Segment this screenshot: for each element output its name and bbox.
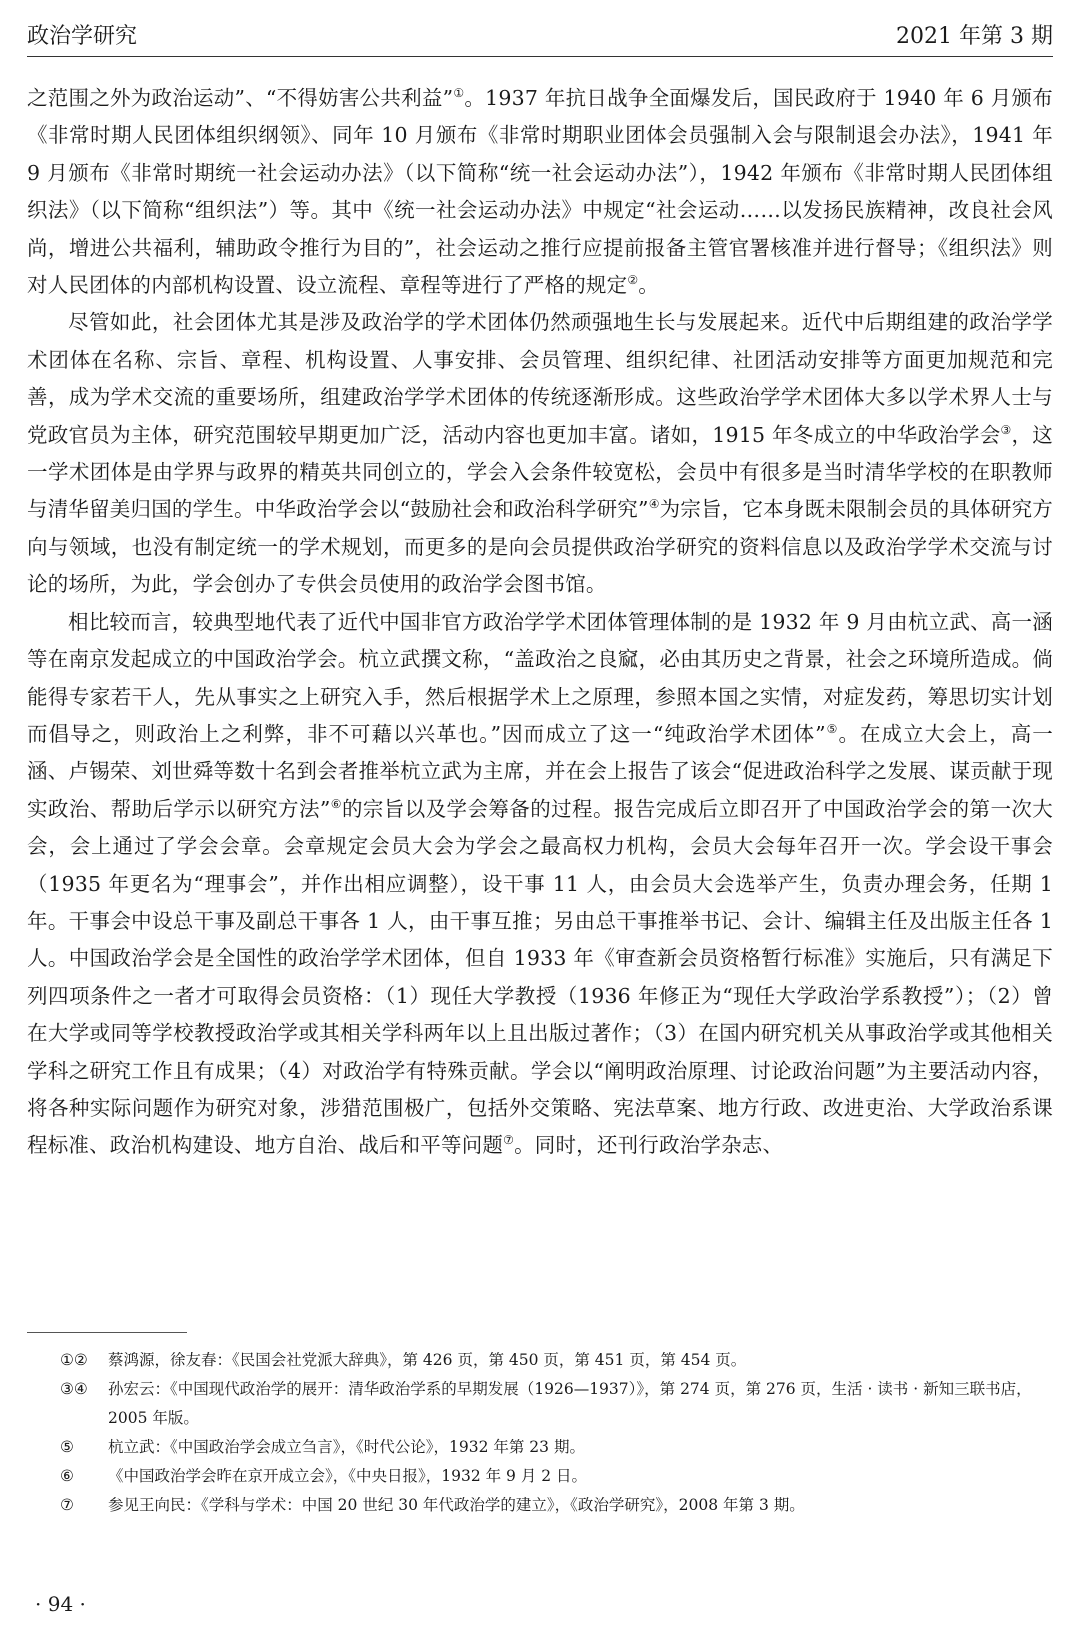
footnote-item — [60, 1433, 1053, 1462]
footnote-text: 孙宏云：《中国现代政治学的展开：清华政治学系的早期发展（1926—1937）》，第 274 页，第 276 页，生活 · 读书 · 新知三联书店，2005 年版。 — [108, 1380, 1032, 1427]
footnote-mark: ⑦ — [60, 1496, 74, 1514]
footnote-reference[interactable]: ④ — [648, 497, 660, 512]
footnote-text: 蔡鸿源，徐友春：《民国会社党派大辞典》，第 426 页，第 450 页，第 451 页，第 454 页。 — [108, 1351, 747, 1369]
footnote-item — [60, 1491, 1053, 1520]
body-paragraph — [27, 80, 1053, 304]
issue-info: 2021 年第 3 期 — [896, 23, 1053, 49]
paragraph-text: 相比较而言，较典型地代表了近代中国非官方政治学学术团体管理体制的是 1932 年 9 月由杭立武、高一涵等在南京发起成立的中国政治学会。杭立武撰文称，“盖政治之良窳，必由其历史之背景，社会之环境所造成。倘能得专家若干人，先从事实之上研究入手，然后根据学术上之原理，参照本国之实情，对症发药，筹思切实计划而倡导之，则政治上之利弊，非不可藉以兴革也。”因而成立了这一“纯政治学术团体” — [27, 609, 1053, 746]
paragraph-text: 。同时，还刊行政治学杂志、 — [514, 1133, 784, 1158]
footnote-item — [60, 1346, 1053, 1375]
footnote-text: 杭立武：《中国政治学会成立刍言》，《时代公论》，1932 年第 23 期。 — [108, 1438, 585, 1456]
paragraph-text: ，这一学术团体是由学界与政界的精英共同创立的，学会入会条件较宽松，会员中有很多是当时清华学校的在职教师与清华留美归国的学生。中华政治学会以“鼓励社会和政治科学研究” — [27, 422, 1053, 522]
running-header — [27, 14, 1053, 54]
footnote-reference[interactable]: ⑥ — [330, 796, 342, 811]
paragraph-text: 的宗旨以及学会筹备的过程。报告完成后立即召开了中国政治学会的第一次大会，会上通过了学会会章。会章规定会员大会为学会之最高权力机构，会员大会每年召开一次。学会设干事会（1935 年更名为“理事会”，并作出相应调整），设干事 11 人，由会员大会选举产生，负责办理会务，任期 1 年。干事会中设总干事及副总干事各 1 人，由干事互推；另由总干事推举书记、会计、编辑主任及出版主任各 1 人。中国政治学会是全国性的政治学学术团体，但自 1933 年《审查新会员资格暂行标准》实施后，只有满足下列四项条件之一者才可取得会员资格：（1）现任大学教授（1936 年修正为“现任大学政治学系教授”）；（2）曾在大学或同等学校教授政治学或其相关学科两年以上且出版过著作；（3）在国内研究机关从事政治学或其他相关学科之研究工作且有成果；（4）对政治学有特殊贡献。学会以“阐明政治原理、讨论政治问题”为主要活动内容，将各种实际问题作为研究对象，涉猎范围极广，包括外交策略、宪法草案、地方行政、改进吏治、大学政治系课程标准、政治机构建设、地方自治、战后和平等问题 — [27, 796, 1053, 1158]
footnote-divider — [27, 1332, 187, 1333]
footnote-reference[interactable]: ⑦ — [503, 1133, 515, 1148]
footnote-text: 《中国政治学会昨在京开成立会》，《中央日报》，1932 年 9 月 2 日。 — [108, 1467, 588, 1485]
footnote-mark: ⑥ — [60, 1467, 74, 1485]
footnote-reference[interactable]: ⑤ — [825, 722, 839, 737]
paragraph-text: 。 — [638, 273, 659, 298]
page-number: · 94 · — [35, 1592, 86, 1616]
footnote-mark: ③④ — [60, 1380, 88, 1398]
footnote-text: 参见王向民：《学科与学术：中国 20 世纪 30 年代政治学的建立》，《政治学研究》，2008 年第 3 期。 — [108, 1496, 805, 1514]
footnotes — [60, 1346, 1053, 1520]
footnote-mark: ⑤ — [60, 1438, 74, 1456]
paragraph-text: 之范围之外为政治运动”、“不得妨害公共利益” — [27, 86, 454, 110]
footnote-item — [60, 1375, 1053, 1433]
footnote-item — [60, 1462, 1053, 1491]
paragraph-text: 尽管如此，社会团体尤其是涉及政治学的学术团体仍然顽强地生长与发展起来。近代中后期组建的政治学学术团体在名称、宗旨、章程、机构设置、人事安排、会员管理、组织纪律、社团活动安排等方面更加规范和完善，成为学术交流的重要场所，组建政治学学术团体的传统逐渐形成。这些政治学学术团体大多以学术界人士与党政官员为主体，研究范围较早期更加广泛，活动内容也更加丰富。诸如，1915 年冬成立的中华政治学会 — [27, 310, 1053, 447]
article-body — [27, 80, 1053, 1165]
body-paragraph — [27, 304, 1053, 603]
footnote-reference[interactable]: ③ — [1000, 422, 1012, 437]
paragraph-text: 。1937 年抗日战争全面爆发后，国民政府于 1940 年 6 月颁布《非常时期人民团体组织纲领》、同年 10 月颁布《非常时期职业团体会员强制入会与限制退会办法》，1941 年 9 月颁布《非常时期统一社会运动办法》（以下简称“统一社会运动办法”），1942 年颁布《非常时期人民团体组织法》（以下简称“组织法”）等。其中《统一社会运动办法》中规定“社会运动……以发扬民族精神，改良社会风尚，增进公共福利，辅助政令推行为目的”，社会运动之推行应提前报备主管官署核准并进行督导；《组织法》则对人民团体的内部机构设置、设立流程、章程等进行了严格的规定 — [27, 86, 1053, 298]
paragraph-text: 为宗旨，它本身既未限制会员的具体研究方向与领域，也没有制定统一的学术规划，而更多的是向会员提供政治学研究的资料信息以及政治学学术交流与讨论的场所，为此，学会创办了专供会员使用的政治学会图书馆。 — [27, 497, 1053, 597]
footnote-mark: ①② — [60, 1351, 88, 1369]
footnote-reference[interactable]: ② — [627, 273, 639, 288]
body-paragraph — [27, 604, 1053, 1165]
journal-name: 政治学研究 — [27, 23, 138, 49]
paragraph-text: 。在成立大会上，高一涵、卢锡荣、刘世舜等数十名到会者推举杭立武为主席，并在会上报告了该会“促进政治科学之发展、谋贡献于现实政治、帮助后学示以研究方法” — [27, 721, 1053, 821]
footnote-reference[interactable]: ① — [453, 86, 465, 101]
header-rule — [27, 56, 1053, 57]
